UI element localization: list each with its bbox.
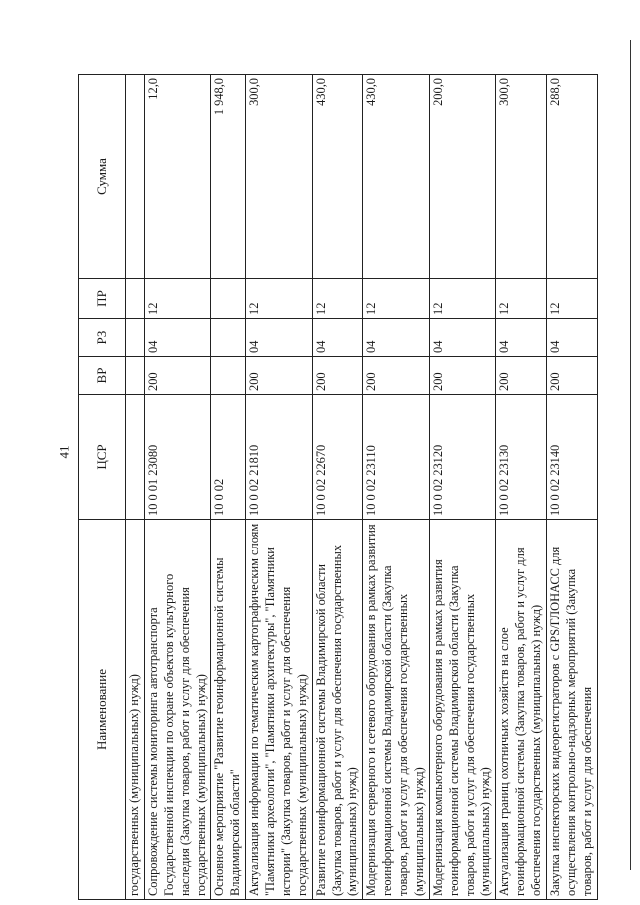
cell-name: Актуализация границ охотничьих хозяйств на слое геоинформационной системы (Закупка товаров, работ и услуг для обеспечения государственных (муниципальных) нужд) (496, 520, 547, 900)
header-sum: Сумма (79, 75, 126, 279)
cell-rz: 04 (496, 319, 547, 357)
cell-name: Развитие геоинформационной системы Владимирской области (Закупка товаров, работ и услуг для обеспечения государственных (муниципальных) нужд) (312, 520, 363, 900)
header-vr: ВР (79, 357, 126, 395)
cell-sum (126, 75, 145, 279)
table-header-row (79, 75, 126, 900)
header-rz: РЗ (79, 319, 126, 357)
cell-csr: 10 0 02 (211, 395, 246, 520)
cell-vr: 200 (363, 357, 430, 395)
cell-vr: 200 (429, 357, 496, 395)
cell-pr: 12 (312, 279, 363, 319)
cell-sum: 430,0 (312, 75, 363, 279)
cell-name: Актуализация информации по тематическим картографическим слоям "Памятники археологии", "Памятники архитектуры", "Памятники истории" (Закупка товаров, работ и услуг для обеспечения государственных (муниципальных) нужд) (246, 520, 313, 900)
cell-rz (211, 319, 246, 357)
table-row (496, 75, 547, 900)
cell-rz: 04 (312, 319, 363, 357)
cell-pr: 12 (496, 279, 547, 319)
cell-vr: 200 (144, 357, 211, 395)
cell-rz: 04 (144, 319, 211, 357)
table-row (312, 75, 363, 900)
table-row (546, 75, 597, 900)
cell-name: Закупка инспекторских видеорегистраторов с GPS/ГЛОНАСС для осуществления контрольно-надзорных мероприятий (Закупка товаров, работ и услуг для обеспечения (546, 520, 597, 900)
header-name: Наименование (79, 520, 126, 900)
cell-sum: 300,0 (246, 75, 313, 279)
cell-name: Модернизация серверного и сетевого оборудования в рамках развития геоинформационной системы Владимирской области (Закупка товаров, работ и услуг для обеспечения государственных (муниципальных) нужд) (363, 520, 430, 900)
cell-rz: 04 (429, 319, 496, 357)
table-row (246, 75, 313, 900)
cell-csr: 10 0 02 23140 (546, 395, 597, 520)
cell-pr: 12 (363, 279, 430, 319)
cell-csr: 10 0 02 23130 (496, 395, 547, 520)
cell-csr: 10 0 02 23120 (429, 395, 496, 520)
table-row (126, 75, 145, 900)
cell-vr: 200 (496, 357, 547, 395)
cell-pr (211, 279, 246, 319)
cell-vr: 200 (246, 357, 313, 395)
cell-sum: 1 948,0 (211, 75, 246, 279)
header-pr: ПР (79, 279, 126, 319)
cell-pr: 12 (546, 279, 597, 319)
cell-csr: 10 0 02 23110 (363, 395, 430, 520)
cell-sum: 200,0 (429, 75, 496, 279)
cell-csr: 10 0 01 23080 (144, 395, 211, 520)
cell-pr: 12 (144, 279, 211, 319)
cell-csr: 10 0 02 22670 (312, 395, 363, 520)
cell-sum: 288,0 (546, 75, 597, 279)
cell-pr (126, 279, 145, 319)
rotated-table-sheet (78, 75, 613, 900)
table-row (429, 75, 496, 900)
cell-name: государственных (муниципальных) нужд) (126, 520, 145, 900)
cell-csr (126, 395, 145, 520)
cell-name: Модернизация компьютерного оборудования в рамках развития геоинформационной системы Владимирской области (Закупка товаров, работ и услуг для обеспечения государственных (муниципальных) нужд) (429, 520, 496, 900)
cell-pr: 12 (429, 279, 496, 319)
cell-rz: 04 (246, 319, 313, 357)
cell-vr: 200 (546, 357, 597, 395)
budget-table (78, 74, 598, 900)
table-row (144, 75, 211, 900)
table-row (211, 75, 246, 900)
header-csr: ЦСР (79, 395, 126, 520)
cell-sum: 430,0 (363, 75, 430, 279)
cell-csr: 10 0 02 21810 (246, 395, 313, 520)
page-number: 41 (56, 445, 72, 459)
cell-vr (126, 357, 145, 395)
scan-edge-line (630, 40, 631, 870)
cell-rz: 04 (363, 319, 430, 357)
cell-name: Основное мероприятие "Развитие геоинформационной системы Владимирской области" (211, 520, 246, 900)
cell-sum: 300,0 (496, 75, 547, 279)
cell-rz (126, 319, 145, 357)
cell-sum: 12,0 (144, 75, 211, 279)
cell-rz: 04 (546, 319, 597, 357)
cell-name: Сопровождение системы мониторинга автотранспорта Государственной инспекции по охране объектов культурного наследия (Закупка товаров, работ и услуг для обеспечения государственных (муниципальных) нужд) (144, 520, 211, 900)
cell-pr: 12 (246, 279, 313, 319)
table-row (363, 75, 430, 900)
cell-vr: 200 (312, 357, 363, 395)
cell-vr (211, 357, 246, 395)
